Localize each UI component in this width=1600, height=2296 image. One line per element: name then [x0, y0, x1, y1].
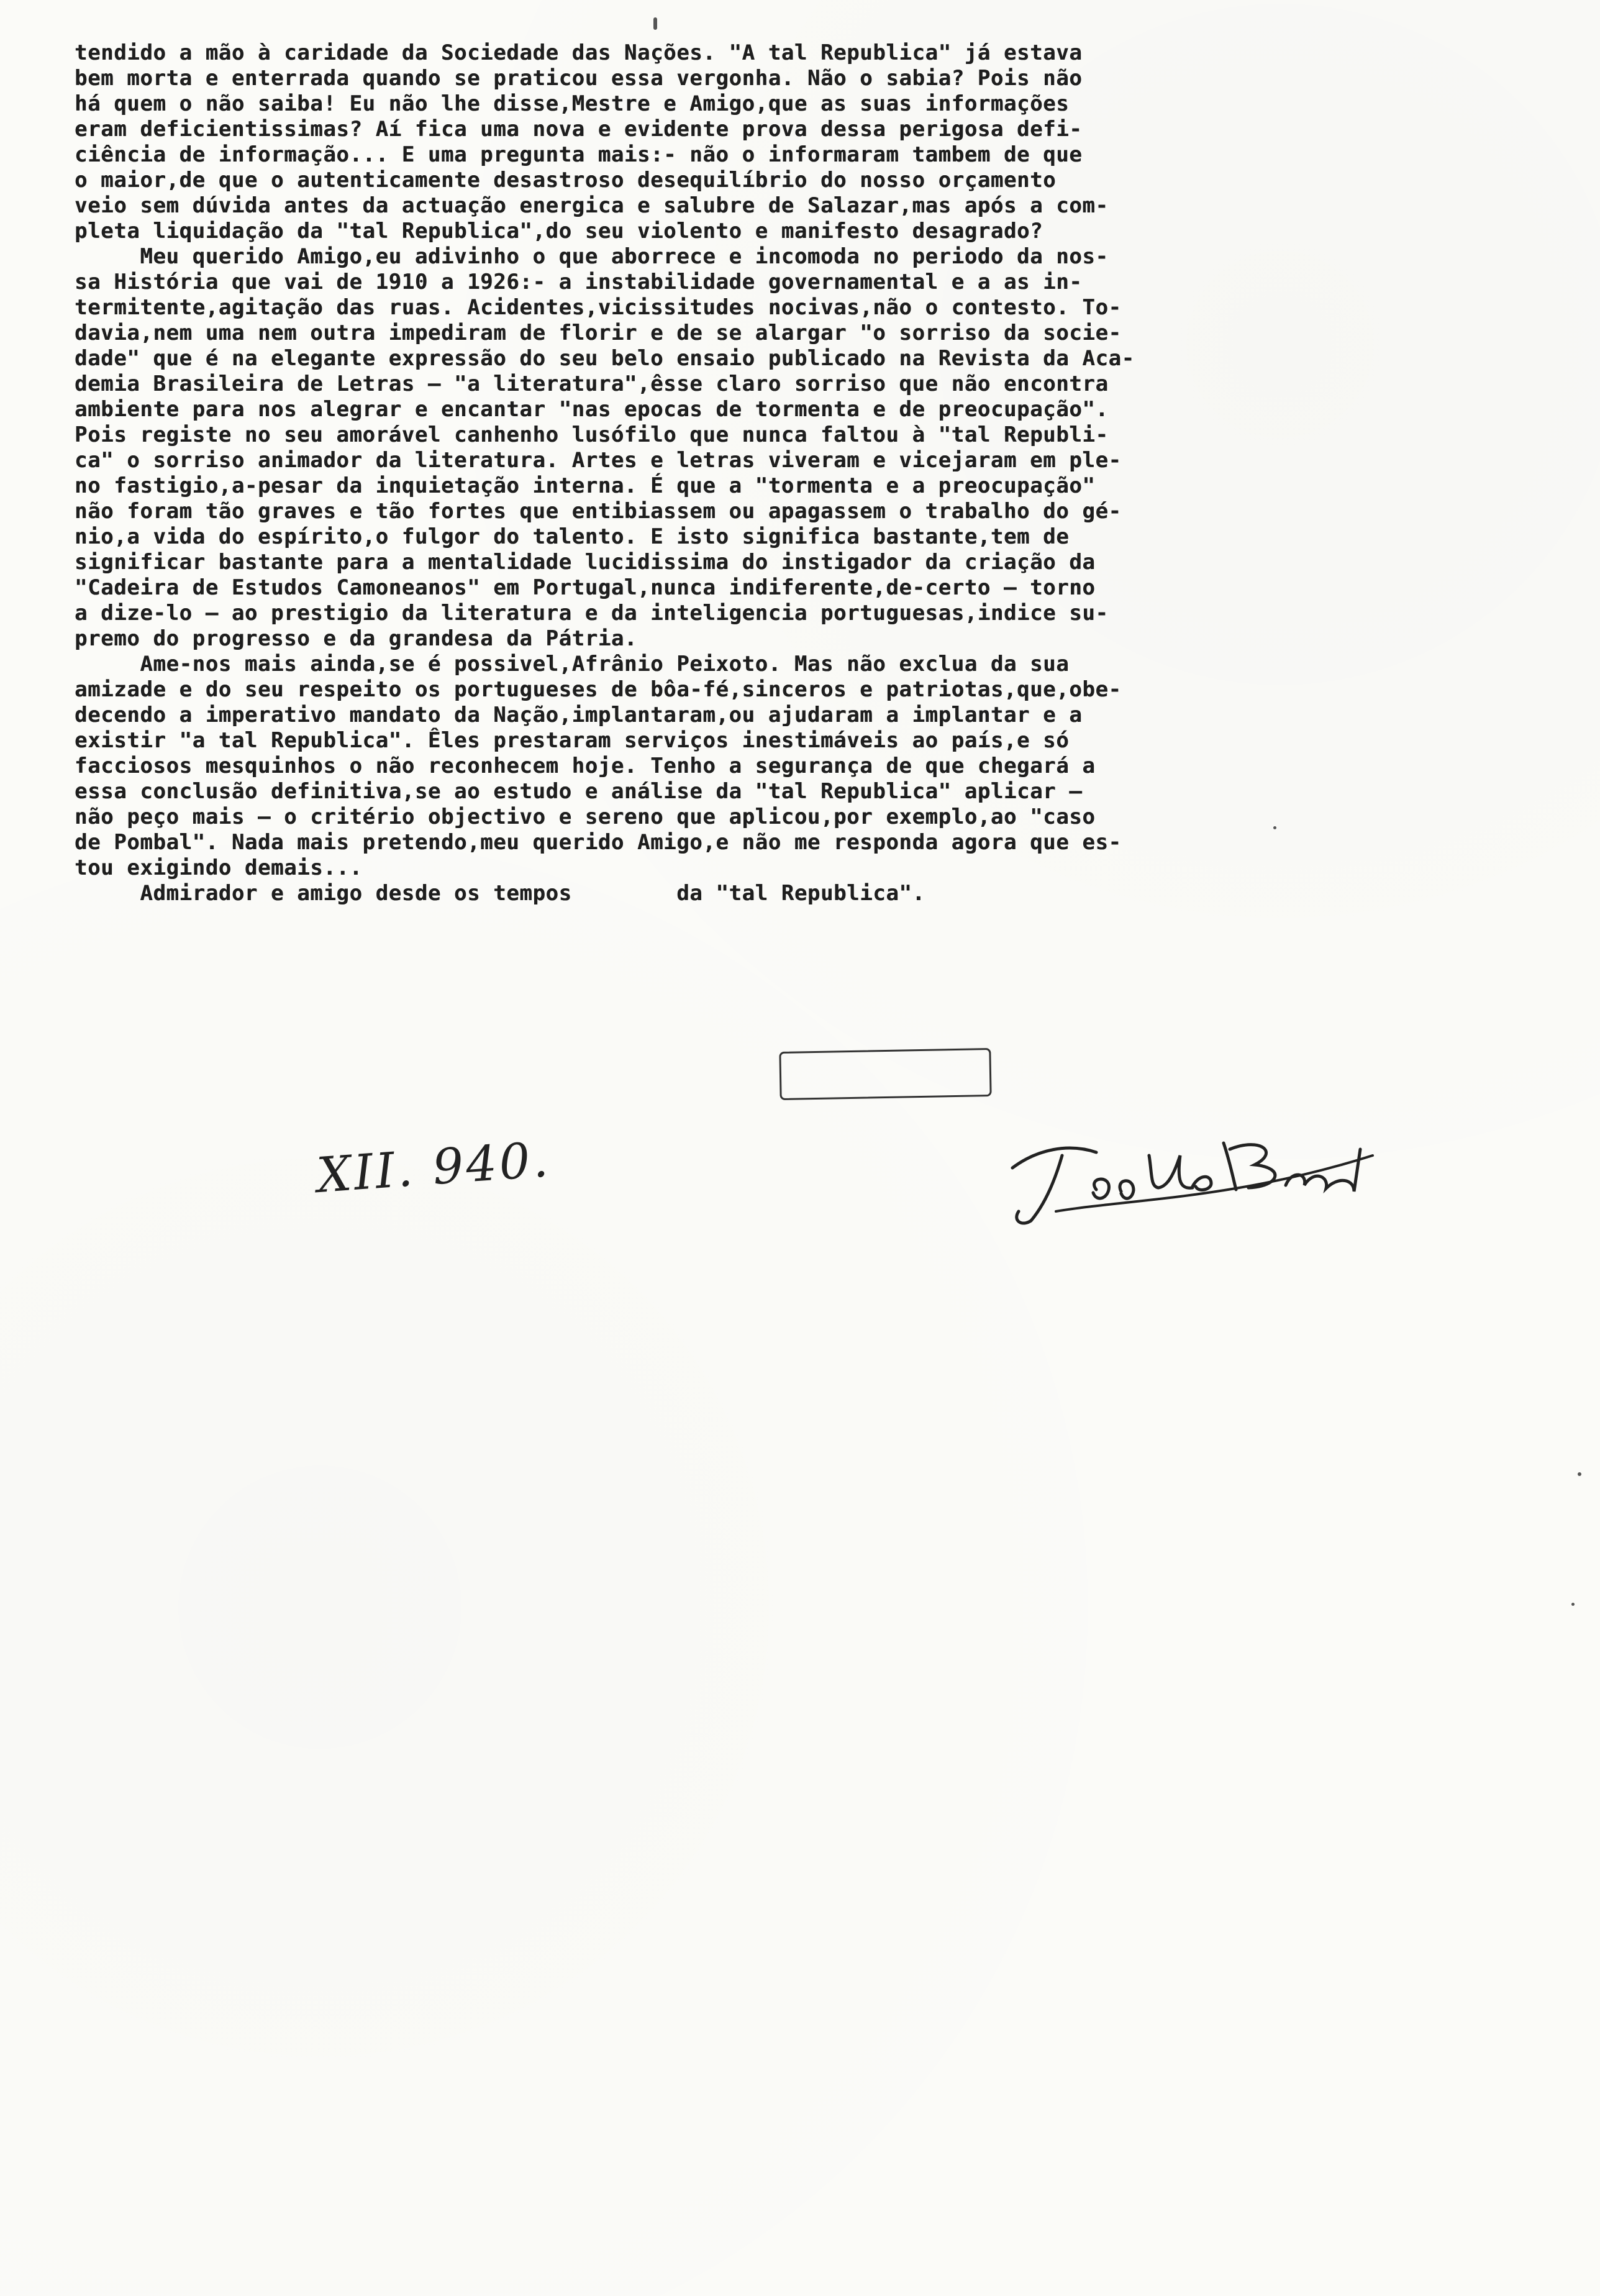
text-line: davia,nem uma nem outra impediram de florir e de se alargar "o sorriso da socie- — [75, 321, 1122, 345]
text-line: premo do progresso e da grandesa da Pátria. — [75, 626, 637, 651]
text-line: decendo a imperativo mandato da Nação,implantaram,ou ajudaram a implantar e a — [75, 703, 1083, 727]
text-line: amizade e do seu respeito os portugueses de bôa-fé,sinceros e patriotas,que,obe- — [75, 677, 1122, 702]
text-line: há quem o não saiba! Eu não lhe disse,Mestre e Amigo,que as suas informações — [75, 91, 1070, 116]
typed-letter-body — [75, 40, 1540, 906]
text-line: significar bastante para a mentalidade lucidissima do instigador da criação da — [75, 550, 1096, 575]
text-line: demia Brasileira de Letras — "a literatura",êsse claro sorriso que não encontra — [75, 371, 1109, 396]
handwritten-signature — [988, 1118, 1385, 1230]
stray-ink-dot — [1273, 826, 1276, 829]
text-line: termitente,agitação das ruas. Acidentes,vicissitudes nocivas,não o contesto. To- — [75, 295, 1122, 320]
erasure-box-mark — [779, 1048, 991, 1100]
text-line: a dize-lo — ao prestigio da literatura e da inteligencia portuguesas,indice su- — [75, 601, 1109, 626]
stray-ink-dot — [1571, 1603, 1575, 1606]
text-line: Ame-nos mais ainda,se é possivel,Afrânio Peixoto. Mas não exclua da sua — [75, 652, 1070, 676]
text-line: ciência de informação... E uma pregunta mais:- não o informaram tambem de que — [75, 142, 1083, 167]
text-line: veio sem dúvida antes da actuação energica e salubre de Salazar,mas após a com- — [75, 193, 1109, 218]
stray-ink-dot — [1578, 1472, 1581, 1476]
text-line: ambiente para nos alegrar e encantar "nas epocas de tormenta e de preocupação". — [75, 397, 1109, 422]
text-line: no fastigio,a-pesar da inquietação interna. É que a "tormenta e a preocupação" — [75, 473, 1096, 498]
text-line: sa História que vai de 1910 a 1926:- a instabilidade governamental e a as in- — [75, 270, 1083, 294]
text-line: Meu querido Amigo,eu adivinho o que aborrece e incomoda no periodo da nos- — [75, 244, 1109, 269]
text-line: o maior,de que o autenticamente desastroso desequilíbrio do nosso orçamento — [75, 168, 1057, 193]
text-line: Admirador e amigo desde os tempos da "tal Republica". — [75, 881, 925, 906]
text-line: existir "a tal Republica". Êles prestaram serviços inestimáveis ao país,e só — [75, 728, 1070, 753]
text-line: não peço mais — o critério objectivo e sereno que aplicou,por exemplo,ao "caso — [75, 804, 1096, 829]
text-line: Pois registe no seu amorável canhenho lusófilo que nunca faltou à "tal Republi- — [75, 422, 1109, 447]
handwritten-date: XII. 940. — [315, 1131, 553, 1205]
text-line: não foram tão graves e tão fortes que entibiassem ou apagassem o trabalho do gé- — [75, 499, 1122, 524]
text-line: pleta liquidação da "tal Republica",do seu violento e manifesto desagrado? — [75, 219, 1043, 244]
text-line: de Pombal". Nada mais pretendo,meu querido Amigo,e não me responda agora que es- — [75, 830, 1122, 855]
stray-ink-dot — [653, 17, 657, 30]
text-line: tendido a mão à caridade da Sociedade das Nações. "A tal Republica" já estava — [75, 40, 1083, 65]
text-line: eram deficientissimas? Aí fica uma nova e evidente prova dessa perigosa defi- — [75, 117, 1083, 142]
text-line: tou exigindo demais... — [75, 855, 363, 880]
text-line: "Cadeira de Estudos Camoneanos" em Portugal,nunca indiferente,de-certo — torno — [75, 575, 1096, 600]
text-line: essa conclusão definitiva,se ao estudo e análise da "tal Republica" aplicar — — [75, 779, 1083, 804]
text-line: facciosos mesquinhos o não reconhecem hoje. Tenho a segurança de que chegará a — [75, 754, 1096, 778]
text-line: ca" o sorriso animador da literatura. Artes e letras viveram e vicejaram em ple- — [75, 448, 1122, 473]
text-line: dade" que é na elegante expressão do seu belo ensaio publicado na Revista da Aca- — [75, 346, 1135, 371]
text-line: nio,a vida do espírito,o fulgor do talento. E isto significa bastante,tem de — [75, 524, 1070, 549]
text-line: bem morta e enterrada quando se praticou essa vergonha. Não o sabia? Pois não — [75, 66, 1083, 91]
